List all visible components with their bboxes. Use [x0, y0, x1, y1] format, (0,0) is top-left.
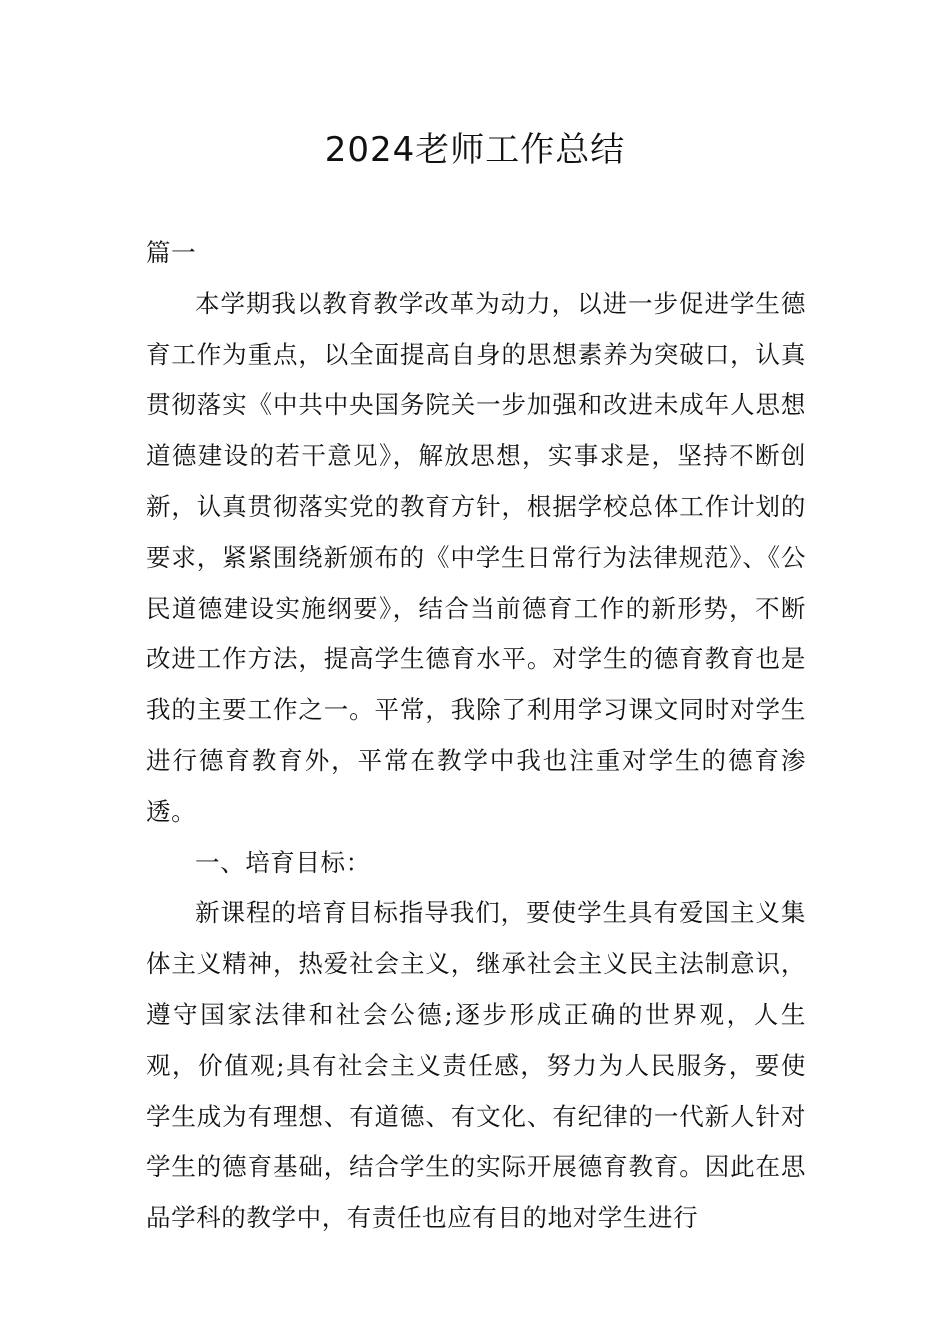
section-label: 篇一 [146, 238, 197, 267]
paragraph-intro: 本学期我以教育教学改革为动力，以进一步促进学生德育工作为重点，以全面提高自身的思想素养为突破口，认真贯彻落实《中共中央国务院关一步加强和改进未成年人思想道德建设的若干意见》，解放思想，实事求是，坚持不断创新，认真贯彻落实党的教育方针，根据学校总体工作计划的要求，紧紧围绕新颁布的《中学生日常行为法律规范》、《公民道德建设实施纲要》，结合当前德育工作的新形势，不断改进工作方法，提高学生德育水平。对学生的德育教育也是我的主要工作之一。平常，我除了利用学习课文同时对学生进行德育教育外，平常在教学中我也注重对学生的德育渗透。 [146, 288, 806, 826]
heading-training-goals: 一、培育目标： [195, 847, 371, 877]
paragraph-training-goals: 新课程的培育目标指导我们，要使学生具有爱国主义集体主义精神，热爱社会主义，继承社会主义民主法制意识，遵守国家法律和社会公德;逐步形成正确的世界观，人生观，价值观;具有社会主义责任感，努力为人民服务，要使学生成为有理想、有道德、有文化、有纪律的一代新人针对学生的德育基础，结合学生的实际开展德育教育。因此在思品学科的教学中，有责任也应有目的地对学生进行 [146, 898, 806, 1233]
document-body [146, 228, 806, 1244]
document-title: 2024老师工作总结 [324, 130, 626, 170]
